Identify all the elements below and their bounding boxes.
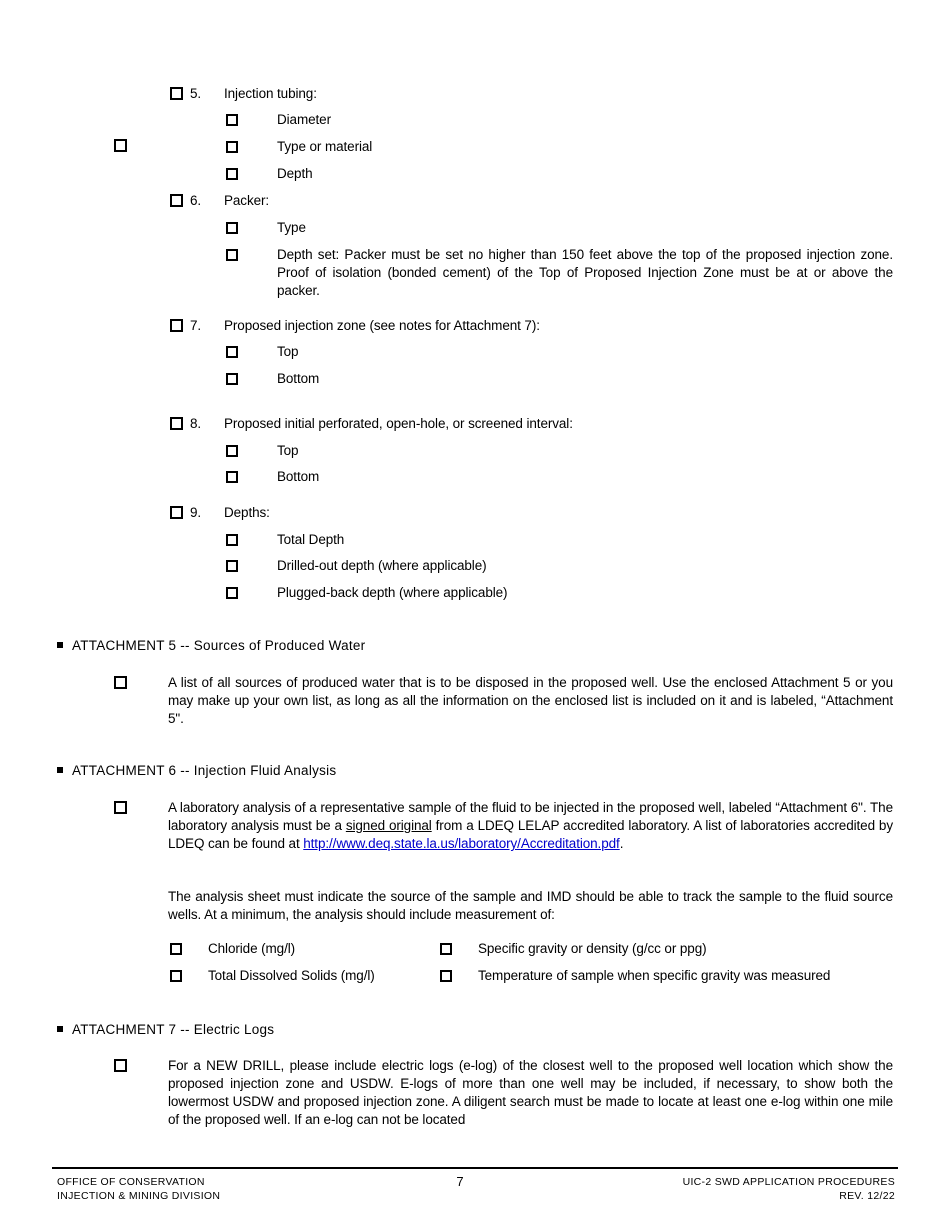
packer-type-checkbox[interactable] bbox=[226, 222, 238, 234]
attachment-6-para-period: . bbox=[619, 836, 624, 851]
depth-set-paragraph: Depth set: Packer must be set no higher than 150 feet above the top of the proposed injection zone. Proof of isolation (bonded cement) of the Top of Proposed Injection Zone must be at or above the packer. bbox=[277, 247, 893, 298]
item-9-sub-drilled-out bbox=[0, 558, 950, 576]
item-5-number: 5. bbox=[190, 86, 202, 101]
item-6-label: Packer: bbox=[224, 193, 270, 208]
chloride-checkbox[interactable] bbox=[170, 943, 182, 955]
zone-bottom-checkbox[interactable] bbox=[226, 373, 238, 385]
total-depth-checkbox[interactable] bbox=[226, 534, 238, 546]
interval-bottom-label: Bottom bbox=[277, 469, 320, 484]
attachment-6-paragraph-2: The analysis sheet must indicate the source of the sample and IMD should be able to track the sample to the fluid source wells. At a minimum, the analysis should include measurement of: bbox=[168, 889, 893, 922]
item-8-number: 8. bbox=[190, 416, 202, 431]
item-5-sub-type bbox=[0, 139, 950, 157]
item-9-number: 9. bbox=[190, 505, 202, 520]
item-7-sub-top bbox=[0, 344, 950, 362]
attachment-7-paragraph: For a NEW DRILL, please include electric logs (e-log) of the closest well to the proposed well location which show the proposed injection zone and USDW. E-logs of more than one well may be included, if necessary, to show both the lowermost USDW and proposed injection zone. A diligent search must be made to locate at least one e-log within one mile of the proposed well. If an e-log can not be located bbox=[168, 1058, 893, 1127]
analysis-check-row-1 bbox=[0, 941, 950, 959]
checklist-item-5 bbox=[0, 86, 950, 104]
item-9-label: Depths: bbox=[224, 505, 270, 520]
diameter-label: Diameter bbox=[277, 112, 331, 127]
attachment-5-heading bbox=[57, 638, 365, 656]
square-bullet-icon bbox=[57, 642, 63, 648]
item-8-label: Proposed initial perforated, open-hole, or screened interval: bbox=[224, 416, 573, 431]
total-depth-label: Total Depth bbox=[277, 532, 345, 547]
footer-divider-line bbox=[52, 1167, 898, 1169]
attachment-6-para-segment-2: from a LDEQ LELAP accredited laboratory. A list of laboratories accredited by LDEQ can be found at bbox=[168, 818, 893, 851]
attachment-7-paragraph-block bbox=[0, 1057, 950, 1131]
attachment-5-paragraph: A list of all sources of produced water that is to be disposed in the proposed well. Use the enclosed Attachment 5 or you may make up your own list, as long as all the information on the enclosed list is included on it and is labeled, “Attachment 5". bbox=[168, 675, 893, 726]
footer-office-line: OFFICE OF CONSERVATION bbox=[57, 1176, 205, 1188]
zone-top-label: Top bbox=[277, 344, 299, 359]
item-5-checkbox[interactable] bbox=[170, 87, 183, 100]
item-8-sub-bottom bbox=[0, 469, 950, 487]
checklist-item-8 bbox=[0, 416, 950, 434]
item-6-checkbox[interactable] bbox=[170, 194, 183, 207]
footer-division-line: INJECTION & MINING DIVISION bbox=[57, 1189, 221, 1202]
attachment-7-heading bbox=[57, 1022, 274, 1040]
item-6-number: 6. bbox=[190, 193, 202, 208]
accreditation-pdf-link[interactable]: http://www.deq.state.la.us/laboratory/Accreditation.pdf bbox=[303, 836, 620, 851]
zone-top-checkbox[interactable] bbox=[226, 346, 238, 358]
packer-type-label: Type bbox=[277, 220, 306, 235]
item-7-number: 7. bbox=[190, 318, 202, 333]
depth-label: Depth bbox=[277, 166, 313, 181]
checklist-item-9 bbox=[0, 505, 950, 523]
signed-original-underlined-text: signed original bbox=[345, 818, 432, 833]
item-7-label: Proposed injection zone (see notes for Attachment 7): bbox=[224, 318, 540, 333]
depth-checkbox[interactable] bbox=[226, 168, 238, 180]
item-7-checkbox[interactable] bbox=[170, 319, 183, 332]
attachment-5-heading-text: ATTACHMENT 5 -- Sources of Produced Water bbox=[72, 638, 366, 653]
depth-set-checkbox[interactable] bbox=[226, 249, 238, 261]
temperature-label: Temperature of sample when specific gravity was measured bbox=[478, 968, 831, 983]
item-9-checkbox[interactable] bbox=[170, 506, 183, 519]
square-bullet-icon bbox=[57, 767, 63, 773]
tds-label: Total Dissolved Solids (mg/l) bbox=[208, 968, 375, 983]
item-5-sub-depth bbox=[0, 166, 950, 184]
item-6-sub-type bbox=[0, 220, 950, 238]
chloride-label: Chloride (mg/l) bbox=[208, 941, 296, 956]
item-7-sub-bottom bbox=[0, 371, 950, 389]
attachment-7-heading-text: ATTACHMENT 7 -- Electric Logs bbox=[72, 1022, 275, 1037]
footer-left-block bbox=[57, 1176, 220, 1203]
plugged-back-checkbox[interactable] bbox=[226, 587, 238, 599]
tds-checkbox[interactable] bbox=[170, 970, 182, 982]
page-number: 7 bbox=[456, 1174, 464, 1189]
attachment-6-checkbox[interactable] bbox=[114, 801, 127, 814]
drilled-out-checkbox[interactable] bbox=[226, 560, 238, 572]
type-material-checkbox[interactable] bbox=[226, 141, 238, 153]
footer-procedures-line: UIC-2 SWD APPLICATION PROCEDURES bbox=[682, 1176, 895, 1188]
plugged-back-label: Plugged-back depth (where applicable) bbox=[277, 585, 508, 600]
attachment-7-checkbox[interactable] bbox=[114, 1059, 127, 1072]
item-9-sub-plugged-back bbox=[0, 585, 950, 603]
item-8-sub-top bbox=[0, 443, 950, 461]
footer-right-block bbox=[683, 1176, 895, 1203]
attachment-6-paragraph-block bbox=[0, 799, 950, 873]
attachment-5-paragraph-block bbox=[0, 674, 950, 730]
attachment-6-heading bbox=[57, 763, 336, 781]
attachment-5-checkbox[interactable] bbox=[114, 676, 127, 689]
square-bullet-icon bbox=[57, 1026, 63, 1032]
interval-bottom-checkbox[interactable] bbox=[226, 471, 238, 483]
item-5-label: Injection tubing: bbox=[224, 86, 317, 101]
drilled-out-label: Drilled-out depth (where applicable) bbox=[277, 558, 487, 573]
temperature-checkbox[interactable] bbox=[440, 970, 452, 982]
specific-gravity-checkbox[interactable] bbox=[440, 943, 452, 955]
diameter-checkbox[interactable] bbox=[226, 114, 238, 126]
attachment-6-paragraph-2-block bbox=[0, 888, 950, 926]
attachment-6-heading-text: ATTACHMENT 6 -- Injection Fluid Analysis bbox=[72, 763, 337, 778]
item-5-sub-diameter bbox=[0, 112, 950, 130]
item-9-sub-total-depth bbox=[0, 532, 950, 550]
interval-top-checkbox[interactable] bbox=[226, 445, 238, 457]
footer-revision-line: REV. 12/22 bbox=[839, 1189, 895, 1202]
interval-top-label: Top bbox=[277, 443, 299, 458]
specific-gravity-label: Specific gravity or density (g/cc or ppg) bbox=[478, 941, 707, 956]
checklist-item-6 bbox=[0, 193, 950, 211]
analysis-check-row-2 bbox=[0, 968, 950, 986]
item-8-checkbox[interactable] bbox=[170, 417, 183, 430]
type-material-label: Type or material bbox=[277, 139, 373, 154]
zone-bottom-label: Bottom bbox=[277, 371, 320, 386]
checklist-item-7 bbox=[0, 318, 950, 336]
attachment-6-para-segment-1: A laboratory analysis of a representative sample of the fluid to be injected in the proposed well, labeled “Attachment 6". The laboratory analysis must be a bbox=[168, 800, 893, 833]
item-6-sub-depth-set bbox=[0, 246, 950, 302]
attachment-6-paragraph bbox=[168, 799, 893, 853]
